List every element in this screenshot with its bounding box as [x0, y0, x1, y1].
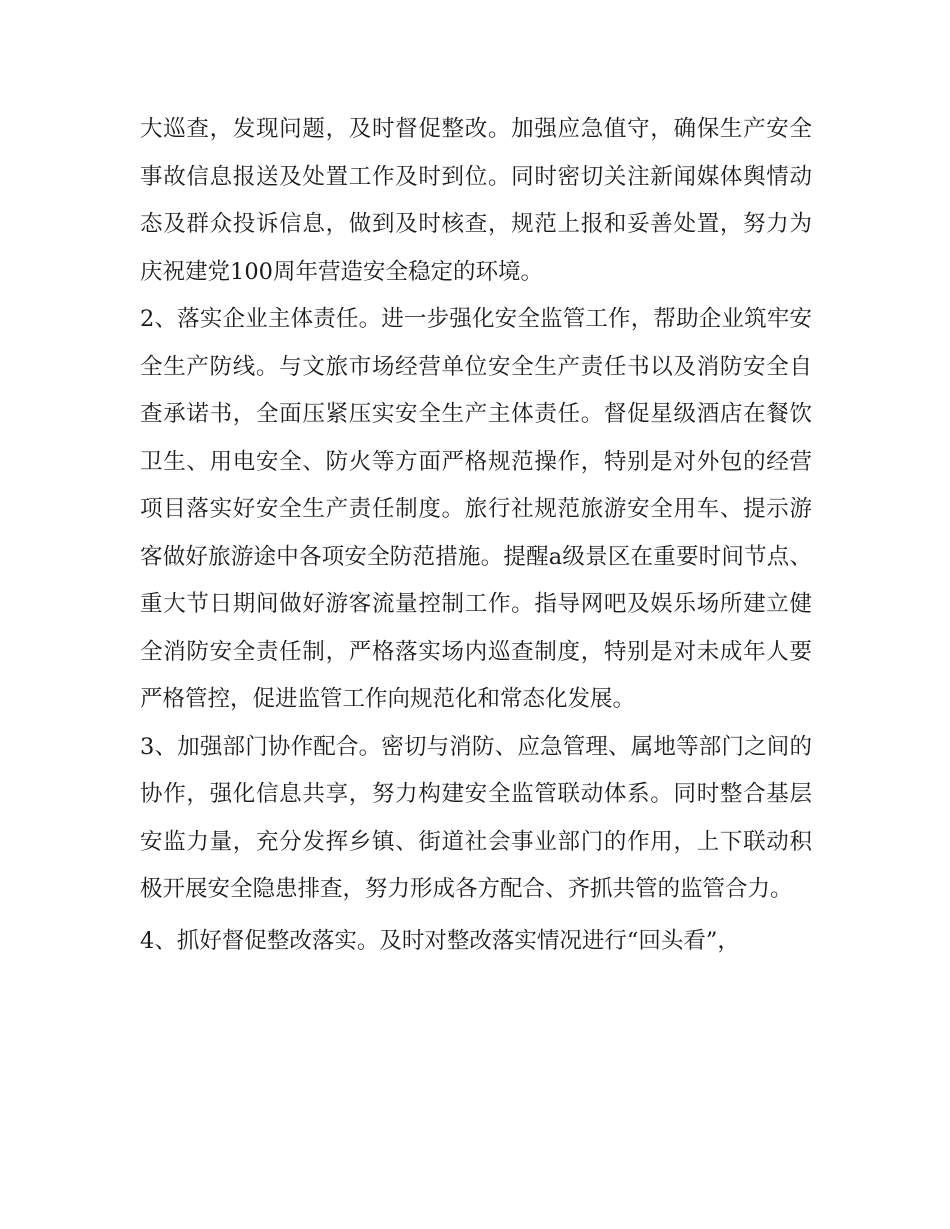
paragraph-item-3: 3、加强部门协作配合。密切与消防、应急管理、属地等部门之间的协作，强化信息共享，努力构建安全监管联动体系。同时整合基层安监力量，充分发挥乡镇、街道社会事业部门的作用，上下联动积极开展安全隐患排查，努力形成各方配合、齐抓共管的监管合力。: [140, 733, 812, 902]
paragraph-continued: 大巡查，发现问题，及时督促整改。加强应急值守，确保生产安全事故信息报送及处置工作及时到位。同时密切关注新闻媒体舆情动态及群众投诉信息，做到及时核查，规范上报和妥善处置，努力为庆祝建党100周年营造安全稳定的环境。: [140, 116, 812, 285]
paragraph-item-2: 2、落实企业主体责任。进一步强化安全监管工作，帮助企业筑牢安全生产防线。与文旅市场经营单位安全生产责任书以及消防安全自查承诺书，全面压紧压实安全生产主体责任。督促星级酒店在餐饮卫生、用电安全、防火等方面严格规范操作，特别是对外包的经营项目落实好安全生产责任制度。旅行社规范旅游安全用车、提示游客做好旅游途中各项安全防范措施。提醒a级景区在重要时间节点、重大节日期间做好游客流量控制工作。指导网吧及娱乐场所建立健全消防安全责任制，严格落实场内巡查制度，特别是对未成年人要严格管控，促进监管工作向规范化和常态化发展。: [140, 306, 812, 712]
document-body: [140, 106, 812, 965]
paragraph-item-4: 4、抓好督促整改落实。及时对整改落实情况进行“回头看”，: [140, 927, 740, 954]
